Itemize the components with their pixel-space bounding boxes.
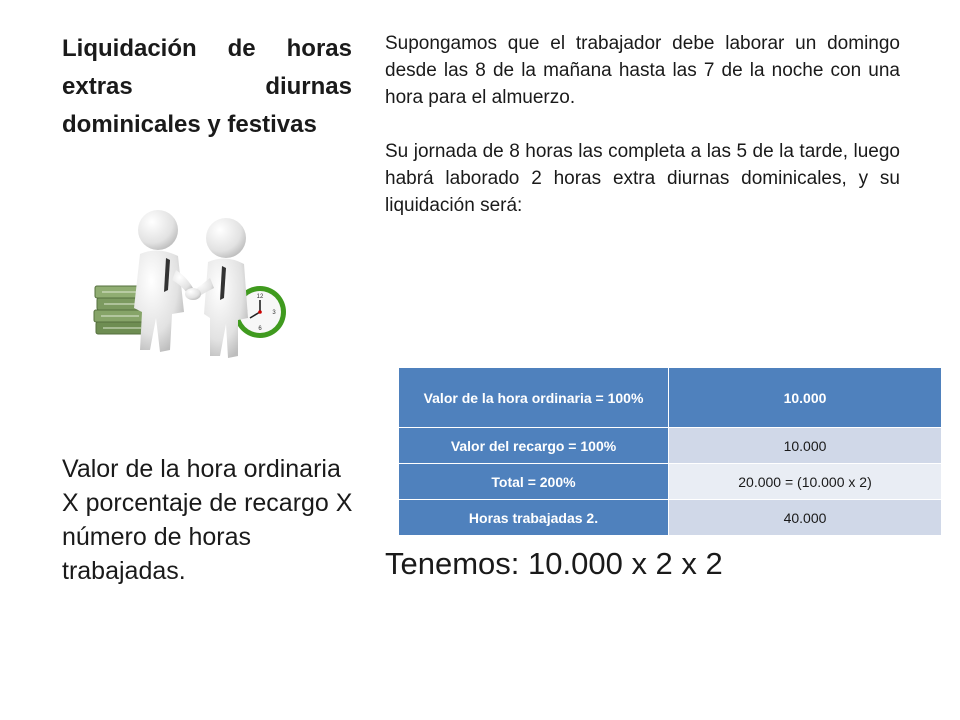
row-value: 10.000	[669, 368, 942, 428]
explanation-text	[385, 30, 900, 246]
svg-text:6: 6	[258, 326, 262, 332]
payroll-table	[398, 367, 942, 536]
row-label: Valor de la hora ordinaria = 100%	[399, 368, 669, 428]
formula-text: Valor de la hora ordinaria X porcentaje de recargo X número de horas trabajadas.	[62, 455, 353, 585]
slide-title: Liquidación de horas extras diurnas dominicales y festivas	[62, 35, 352, 138]
figure-left	[134, 210, 194, 352]
table-row	[399, 464, 942, 500]
figure-right	[192, 218, 248, 358]
row-value: 10.000	[669, 428, 942, 464]
table-row	[399, 368, 942, 428]
svg-text:3: 3	[272, 310, 276, 316]
row-value: 40.000	[669, 500, 942, 536]
table-row	[399, 428, 942, 464]
handshake-illustration-icon	[88, 200, 298, 365]
svg-text:12: 12	[256, 294, 264, 300]
row-label: Valor del recargo = 100%	[399, 428, 669, 464]
table-row	[399, 500, 942, 536]
row-label: Horas trabajadas 2.	[399, 500, 669, 536]
row-label: Total = 200%	[399, 464, 669, 500]
row-value: 20.000 = (10.000 x 2)	[669, 464, 942, 500]
paragraph-calculation: Su jornada de 8 horas las completa a las 5 de la tarde, luego habrá laborado 2 horas extra diurnas dominicales, y su liquidación será:	[385, 141, 900, 216]
result-text: Tenemos: 10.000 x 2 x 2	[385, 546, 723, 581]
paragraph-scenario: Supongamos que el trabajador debe laborar un domingo desde las 8 de la mañana hasta las 7 de la noche con una hora para el almuerzo.	[385, 33, 900, 108]
